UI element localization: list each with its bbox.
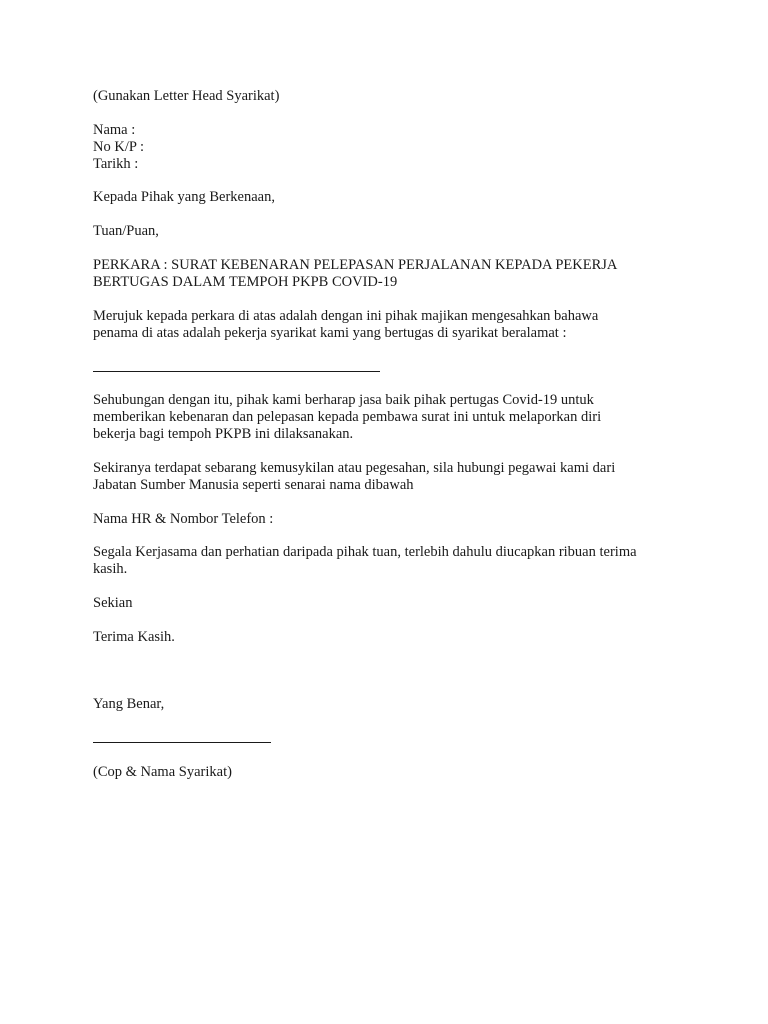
salutation: Tuan/Puan,	[93, 223, 159, 239]
paragraph-4-line-2: kasih.	[93, 561, 128, 577]
paragraph-2-line-3: bekerja bagi tempoh PKPB ini dilaksanakan.	[93, 426, 354, 442]
signature-note: (Cop & Nama Syarikat)	[93, 764, 232, 780]
hr-contact: Nama HR & Nombor Telefon :	[93, 511, 274, 527]
field-nama: Nama :	[93, 122, 136, 138]
terima-kasih: Terima Kasih.	[93, 629, 175, 645]
sekian: Sekian	[93, 595, 133, 611]
paragraph-3-line-2: Jabatan Sumber Manusia seperti senarai nama dibawah	[93, 477, 414, 493]
subject-line-1: PERKARA : SURAT KEBENARAN PELEPASAN PERJALANAN KEPADA PEKERJA	[93, 257, 618, 273]
recipient: Kepada Pihak yang Berkenaan,	[93, 189, 275, 205]
paragraph-1-line-1: Merujuk kepada perkara di atas adalah dengan ini pihak majikan mengesahkan bahawa	[93, 308, 599, 324]
header-note: (Gunakan Letter Head Syarikat)	[93, 88, 280, 104]
paragraph-2-line-2: memberikan kebenaran dan pelepasan kepada pembawa surat ini untuk melaporkan diri	[93, 409, 602, 425]
field-no-kp: No K/P :	[93, 139, 145, 155]
paragraph-4-line-1: Segala Kerjasama dan perhatian daripada pihak tuan, terlebih dahulu diucapkan ribuan terima	[93, 544, 637, 560]
subject-line-2: BERTUGAS DALAM TEMPOH PKPB COVID-19	[93, 274, 398, 290]
paragraph-3-line-1: Sekiranya terdapat sebarang kemusykilan atau pegesahan, sila hubungi pegawai kami dari	[93, 460, 616, 476]
paragraph-1-line-2: penama di atas adalah pekerja syarikat kami yang bertugas di syarikat beralamat :	[93, 325, 567, 341]
signature-line	[93, 742, 271, 743]
paragraph-2-line-1: Sehubungan dengan itu, pihak kami berharap jasa baik pihak pertugas Covid-19 untuk	[93, 392, 594, 408]
field-tarikh: Tarikh :	[93, 156, 139, 172]
address-blank-line	[93, 371, 380, 372]
closing: Yang Benar,	[93, 696, 165, 712]
